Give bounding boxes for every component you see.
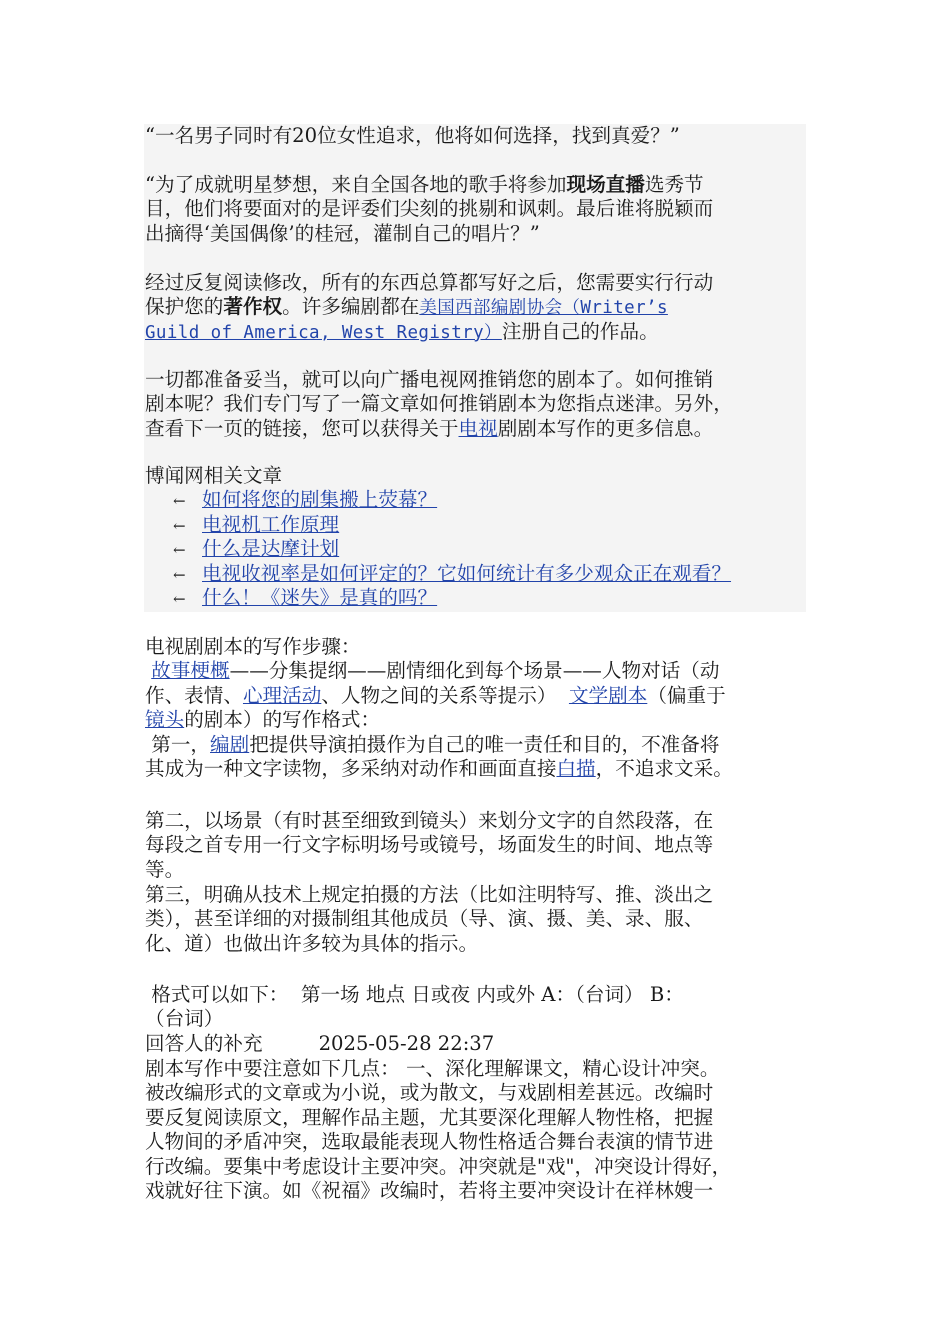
bullet-arrow-icon: ← (173, 541, 186, 559)
text-line: （台词） (145, 1007, 224, 1031)
text-line: 要反复阅读原文，理解作品主题，尤其要深化理解人物性格，把握 (145, 1105, 714, 1129)
bullet-arrow-icon: ← (173, 566, 186, 584)
bullet-arrow-icon: ← (173, 590, 186, 608)
text-segment: ——分集提纲——剧情细化到每个场景——人物对话（动 (229, 659, 720, 683)
text-line: 每段之首专用一行文字标明场号或镜号，场面发生的时间、地点等 (145, 833, 714, 857)
section-title: 电视剧剧本的写作步骤： (145, 635, 361, 658)
text-segment: 查看下一页的链接，您可以获得关于 (145, 416, 459, 440)
text-segment: 把提供导演拍摄作为自己的唯一责任和目的，不准备将 (249, 732, 720, 756)
bold-term: 著作权 (223, 295, 283, 319)
text-segment: “为了成就明星梦想，来自全国各地的歌手将参加 (145, 173, 567, 196)
related-link-3[interactable]: 什么是达摩计划 (202, 537, 340, 560)
bullet-arrow-icon: ← (173, 517, 186, 535)
text-segment: 作、表情、 (145, 683, 243, 707)
related-heading (145, 464, 807, 488)
text-line: 出摘得‘美国偶像’的桂冠，灌制自己的唱片？” (145, 221, 540, 245)
text-segment: 的剧本）的写作格式： (184, 708, 381, 732)
tv-link[interactable]: 电视 (458, 416, 498, 440)
section-heading: 博闻网相关文章 (145, 464, 283, 487)
plain-description-link[interactable]: 白描 (556, 756, 596, 780)
text-line: 化、道）也做出许多较为具体的指示。 (145, 931, 479, 955)
format-paragraph (145, 983, 807, 1032)
text-segment: 、人物之间的关系等提示） (321, 683, 569, 707)
text-line: “一名男子同时有20位女性追求，他将如何选择，找到真爱？” (145, 124, 680, 147)
bullet-arrow-icon: ← (173, 492, 186, 510)
text-line: 被改编形式的文章或为小说，或为散文，与戏剧相差甚远。改编时 (145, 1081, 714, 1105)
text-line: 剧本呢？我们专门写了一篇文章如何推销剧本为您指点迷津。另外， (145, 392, 733, 416)
text-line (145, 708, 807, 732)
supplement-timestamp: 2025-05-28 22:37 (318, 1032, 495, 1055)
screenwriter-link[interactable]: 编剧 (210, 732, 250, 756)
text-segment: 注册自己的作品。 (501, 319, 659, 343)
text-segment: 其成为一种文字读物，多采纳对动作和画面直接 (145, 756, 557, 780)
text-segment: 。许多编剧都在 (282, 295, 420, 319)
text-line: 经过反复阅读修改，所有的东西总算都写好之后，您需要实行行动 (145, 271, 714, 294)
copyright-paragraph (145, 271, 807, 344)
shot-link[interactable]: 镜头 (145, 708, 185, 732)
text-segment: 保护您的 (145, 295, 224, 319)
text-line: 第三，明确从技术上规定拍摄的方法（比如注明特写、推、淡出之 (145, 883, 714, 906)
text-line (145, 417, 807, 441)
text-line: 剧本写作中要注意如下几点： 一、深化理解课文，精心设计冲突。 (145, 1057, 720, 1080)
text-line (145, 173, 807, 197)
text-line: 类），甚至详细的对摄制组其他成员（导、演、摄、美、录、服、 (145, 907, 704, 931)
text-segment: 第一， (151, 732, 211, 756)
second-point-paragraph (145, 809, 807, 882)
wga-link-continued[interactable]: Guild of America, West Registry） (145, 322, 502, 343)
text-line (145, 320, 807, 344)
text-line: 人物间的矛盾冲突，选取最能表现人物性格适合舞台表演的情节进 (145, 1130, 714, 1154)
text-line (145, 659, 807, 683)
psychology-link[interactable]: 心理活动 (242, 683, 322, 707)
text-segment: 剧剧本写作的更多信息。 (497, 416, 714, 440)
text-line: 戏就好往下演。如《祝福》改编时，若将主要冲突设计在祥林嫂一 (145, 1178, 714, 1202)
supplement-label: 回答人的补充 (145, 1032, 263, 1055)
supplement-header (145, 1032, 807, 1056)
promotion-paragraph (145, 368, 807, 441)
related-link-1[interactable]: 如何将您的剧集搬上荧幕？ (202, 488, 438, 511)
related-link-2[interactable]: 电视机工作原理 (202, 513, 340, 536)
literary-script-link[interactable]: 文学剧本 (568, 683, 648, 707)
quote-paragraph-1 (145, 124, 807, 148)
writing-steps-section (145, 635, 807, 781)
text-segment: 选秀节 (644, 173, 704, 196)
wga-link[interactable]: 美国西部编剧协会（Writer’s (419, 298, 668, 319)
text-line: 等。 (145, 857, 185, 881)
bold-term: 现场直播 (566, 173, 645, 196)
text-line (145, 1032, 807, 1056)
related-link-5[interactable]: 什么！《迷失》是真的吗？ (202, 586, 438, 609)
text-line: 第二，以场景（有时甚至细致到镜头）来划分文字的自然段落，在 (145, 809, 714, 832)
third-point-paragraph (145, 883, 807, 956)
quote-paragraph-2 (145, 173, 807, 246)
text-segment: （偏重于 (647, 683, 726, 707)
text-segment: ，不追求文采。 (595, 756, 733, 780)
text-line (145, 295, 807, 319)
text-line: 一切都准备妥当，就可以向广播电视网推销您的剧本了。如何推销 (145, 368, 714, 391)
text-line (145, 757, 807, 781)
final-paragraph (145, 1057, 807, 1203)
text-line: 目，他们将要面对的是评委们尖刻的挑剔和讽刺。最后谁将脱颖而 (145, 197, 714, 221)
text-line (145, 684, 807, 708)
text-line (145, 733, 807, 757)
text-segment: 格式可以如下： 第一场 地点 日或夜 内或外 A：（台词） B： (151, 983, 684, 1006)
story-outline-link[interactable]: 故事梗概 (151, 659, 230, 683)
text-line: 行改编。要集中考虑设计主要冲突。冲突就是"戏"，冲突设计得好， (145, 1154, 732, 1178)
related-link-4[interactable]: 电视收视率是如何评定的？它如何统计有多少观众正在观看？ (202, 562, 732, 585)
text-line (145, 983, 807, 1007)
